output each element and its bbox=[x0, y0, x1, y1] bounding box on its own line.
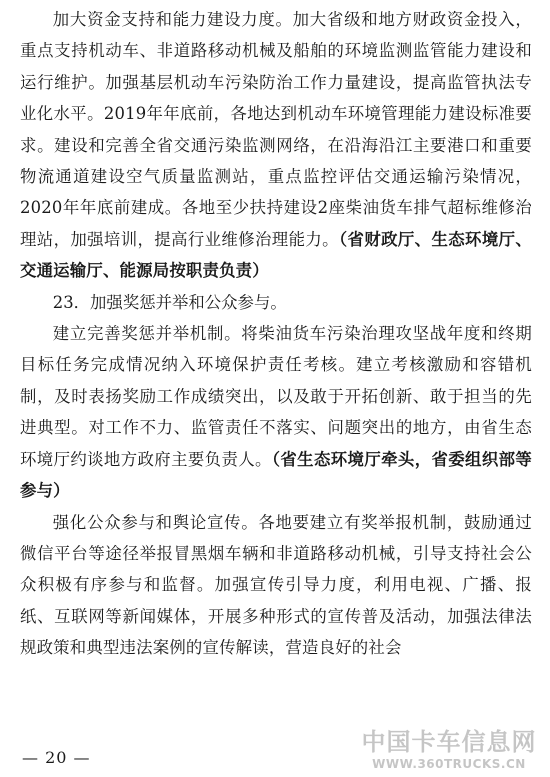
paragraph-reward-punishment-responsible: （省生态环境厅牵头，省委组织部等参与） bbox=[20, 449, 533, 501]
paragraph-reward-punishment bbox=[20, 318, 532, 506]
paragraph-funding-capacity-responsible: （省财政厅、生态环境厅、交通运输厅、能源局按职责负责） bbox=[20, 229, 532, 281]
paragraph-reward-punishment-text: 建立完善奖惩并举机制。将柴油货车污染治理攻坚战年度和终期目标任务完成情况纳入环境保护责任考核。建立考核激励和容错机制，及时表扬奖励工作成绩突出，以及敢于开拓创新、敢于担当的先进典型。对工作不力、监管责任不落实、问题突出的地方，由省生态环境厅约谈地方政府主要负责人。 bbox=[20, 324, 532, 469]
watermark-site-name: 中国卡车信息网 bbox=[361, 728, 537, 756]
section-heading-23: 23．加强奖惩并举和公众参与。 bbox=[52, 292, 287, 312]
paragraph-funding-capacity-text: 加大资金支持和能力建设力度。加大省级和地方财政资金投入，重点支持机动车、非道路移动机械及船舶的环境监测监管能力建设和运行维护。加强基层机动车污染防治工作力量建设，提高监管执法专业化水平。2019年年底前，各地达到机动车环境管理能力建设标准要求。建设和完善全省交通污染监测网络，在沿海沿江主要港口和重要物流通道建设空气质量监测站，重点监控评估交通运输污染情况，2020年年底前建成。各地至少扶持建设2座柴油货车排气超标维修治理站，加强培训，提高行业维修治理能力。 bbox=[20, 10, 532, 249]
page-number: — 20 — bbox=[22, 748, 91, 767]
paragraph-public-participation bbox=[20, 507, 532, 664]
paragraph-public-participation-text: 强化公众参与和舆论宣传。各地要建立有奖举报机制，鼓励通过微信平台等途径举报冒黑烟车辆和非道路移动机械，引导支持社会公众积极有序参与和监督。加强宣传引导力度，利用电视、广播、报纸、互联网等新闻媒体，开展多种形式的宣传普及活动，加强法律法规政策和典型违法案例的宣传解读，营造良好的社会 bbox=[20, 512, 532, 658]
document-body bbox=[20, 4, 532, 664]
site-watermark bbox=[354, 728, 544, 772]
paragraph-funding-capacity bbox=[20, 4, 532, 287]
watermark-site-url: WWW.360TRUCKS.CN bbox=[372, 757, 526, 771]
